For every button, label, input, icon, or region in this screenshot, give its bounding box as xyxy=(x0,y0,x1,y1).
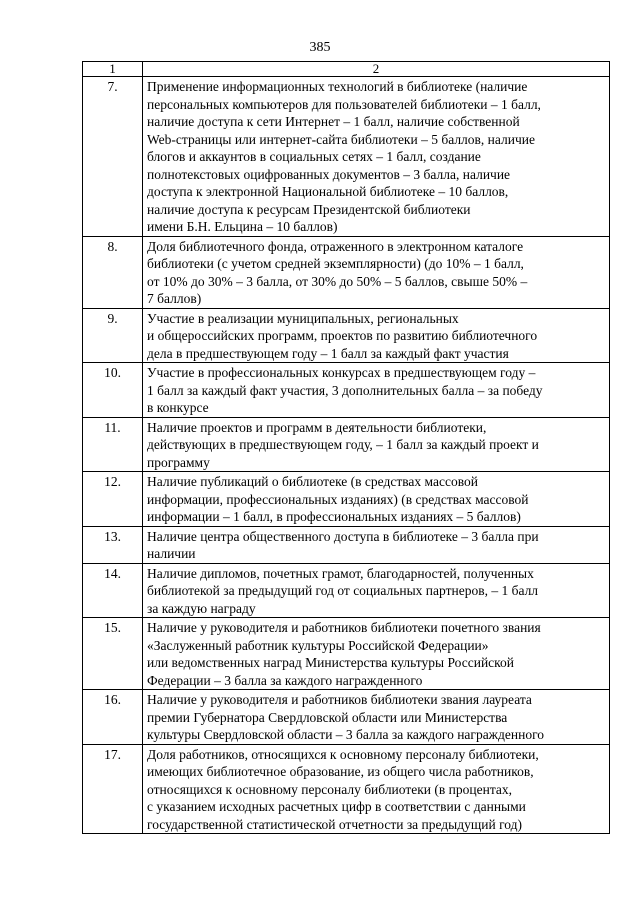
row-description xyxy=(143,472,610,527)
table-body xyxy=(83,77,610,834)
description-line: «Заслуженный работник культуры Российской Федерации» xyxy=(147,637,489,653)
row-number: 8. xyxy=(83,236,143,308)
description-line: программу xyxy=(147,454,210,470)
row-number: 10. xyxy=(83,363,143,418)
description-line: доступа к электронной Национальной библиотеке – 10 баллов, xyxy=(147,184,509,199)
header-col-1: 1 xyxy=(83,62,143,77)
table-row xyxy=(83,308,610,363)
description-line: Участие в реализации муниципальных, региональных xyxy=(147,310,459,326)
description-line: премии Губернатора Свердловской области или Министерства xyxy=(147,709,508,725)
row-description xyxy=(143,77,610,237)
description-line: наличие доступа к сети Интернет – 1 балл, наличие собственной xyxy=(147,114,520,129)
row-number: 13. xyxy=(83,526,143,563)
description-line: Доля работников, относящихся к основному персоналу библиотеки, xyxy=(147,746,539,762)
row-description xyxy=(143,236,610,308)
page-number: 385 xyxy=(309,40,331,55)
description-line: Участие в профессиональных конкурсах в предшествующем году – xyxy=(147,365,536,380)
description-line: в конкурсе xyxy=(147,400,209,415)
description-line: дела в предшествующем году – 1 балл за каждый факт участия xyxy=(147,345,509,361)
description-line: персональных компьютеров для пользователей библиотеки – 1 балл, xyxy=(147,96,541,112)
criteria-table xyxy=(82,61,610,834)
row-number: 7. xyxy=(83,77,143,237)
table-row xyxy=(83,563,610,618)
description-line: с указанием исходных расчетных цифр в соответствии с данными xyxy=(147,799,526,814)
description-line: наличие доступа к ресурсам Президентской библиотеки xyxy=(147,201,471,217)
description-line: Доля библиотечного фонда, отраженного в электронном каталоге xyxy=(147,238,524,254)
description-line: Web-страницы или интернет-сайта библиотеки – 5 баллов, наличие xyxy=(147,131,535,147)
description-line: Применение информационных технологий в библиотеке (наличие xyxy=(147,79,528,94)
row-number: 15. xyxy=(83,618,143,690)
table-header-row xyxy=(83,62,610,77)
description-line: действующих в предшествующем году, – 1 балл за каждый проект и xyxy=(147,437,539,452)
table-row xyxy=(83,690,610,745)
description-line: блогов и аккаунтов в социальных сетях – 1 балл, создание xyxy=(147,149,481,164)
table-row xyxy=(83,526,610,563)
row-number: 17. xyxy=(83,744,143,834)
description-line: имени Б.Н. Ельцина – 10 баллов) xyxy=(147,219,338,234)
row-description xyxy=(143,618,610,690)
description-line: Наличие у руководителя и работников библиотеки звания лауреата xyxy=(147,692,532,707)
table-row xyxy=(83,472,610,527)
description-line: за каждую награду xyxy=(147,600,256,616)
description-line: наличии xyxy=(147,546,196,561)
description-line: Наличие публикаций о библиотеке (в средствах массовой xyxy=(147,474,478,489)
description-line: имеющих библиотечное образование, из общего числа работников, xyxy=(147,764,534,779)
row-description xyxy=(143,563,610,618)
row-description xyxy=(143,690,610,745)
row-description xyxy=(143,526,610,563)
header-col-2: 2 xyxy=(143,62,610,77)
table-row xyxy=(83,744,610,834)
row-number: 9. xyxy=(83,308,143,363)
description-line: от 10% до 30% – 3 балла, от 30% до 50% – 5 баллов, свыше 50% – xyxy=(147,273,528,289)
row-description xyxy=(143,363,610,418)
row-description xyxy=(143,308,610,363)
row-number: 16. xyxy=(83,690,143,745)
table-row xyxy=(83,363,610,418)
description-line: и общероссийских программ, проектов по развитию библиотечного xyxy=(147,328,538,343)
description-line: информации – 1 балл, в профессиональных изданиях – 5 баллов) xyxy=(147,509,521,524)
description-line: 1 балл за каждый факт участия, 3 дополнительных балла – за победу xyxy=(147,382,543,398)
description-line: Наличие дипломов, почетных грамот, благодарностей, полученных xyxy=(147,565,534,581)
description-line: библиотекой за предыдущий год от социальных партнеров, – 1 балл xyxy=(147,583,539,598)
row-description xyxy=(143,744,610,834)
description-line: Наличие проектов и программ в деятельности библиотеки, xyxy=(147,419,487,435)
table-row xyxy=(83,618,610,690)
table-row xyxy=(83,77,610,237)
table-row xyxy=(83,417,610,472)
description-line: или ведомственных наград Министерства культуры Российской xyxy=(147,655,515,670)
description-line: Федерации – 3 балла за каждого награжденного xyxy=(147,672,423,688)
row-number: 11. xyxy=(83,417,143,472)
row-number: 12. xyxy=(83,472,143,527)
description-line: Наличие у руководителя и работников библиотеки почетного звания xyxy=(147,620,541,635)
description-line: полнотекстовых оцифрованных документов – 3 балла, наличие xyxy=(147,166,511,182)
description-line: относящихся к основному персоналу библиотеки (в процентах, xyxy=(147,781,512,797)
description-line: 7 баллов) xyxy=(147,291,202,306)
description-line: государственной статистической отчетности за предыдущий год) xyxy=(147,816,523,832)
description-line: культуры Свердловской области – 3 балла за каждого награжденного xyxy=(147,727,545,742)
description-line: библиотеки (с учетом средней экземплярности) (до 10% – 1 балл, xyxy=(147,256,524,271)
description-line: Наличие центра общественного доступа в библиотеке – 3 балла при xyxy=(147,528,539,544)
row-description xyxy=(143,417,610,472)
description-line: информации, профессиональных изданиях) (в средствах массовой xyxy=(147,491,529,507)
table-row xyxy=(83,236,610,308)
row-number: 14. xyxy=(83,563,143,618)
